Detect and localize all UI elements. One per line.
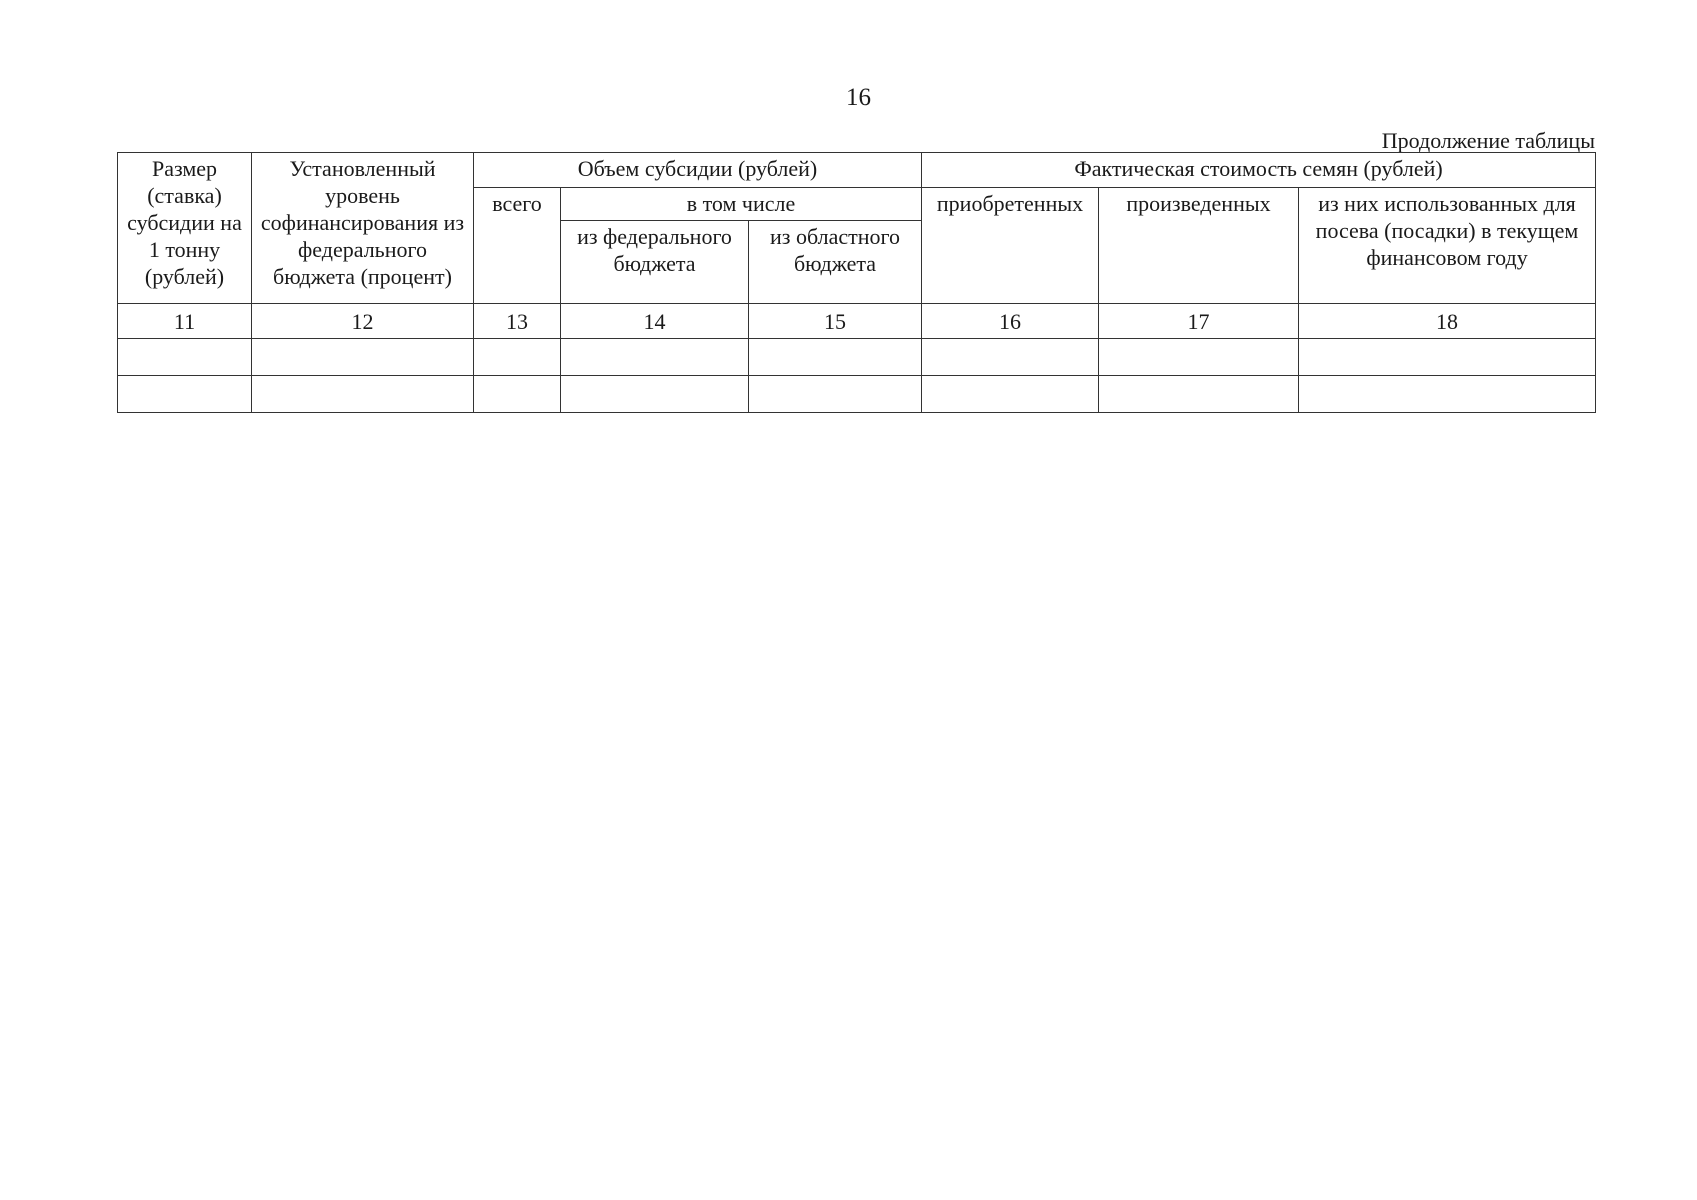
column-number: 14: [561, 304, 749, 339]
column-number: 17: [1099, 304, 1299, 339]
header-seed-cost: Фактическая стоимость семян (рублей): [922, 153, 1596, 188]
table-cell: [474, 376, 561, 413]
table-cell: [1299, 339, 1596, 376]
continuation-label: Продолжение таблицы: [1381, 128, 1595, 153]
header-purchased: приобретенных: [922, 188, 1099, 304]
header-regional-budget: из областного бюджета: [749, 221, 922, 304]
table-cell: [561, 376, 749, 413]
table-cell: [474, 339, 561, 376]
column-number: 18: [1299, 304, 1596, 339]
header-rate: Размер (ставка) субсидии на 1 тонну (рублей): [118, 153, 252, 304]
subsidy-table: [117, 152, 1596, 413]
table-cell: [1299, 376, 1596, 413]
header-produced: произведенных: [1099, 188, 1299, 304]
table-cell: [749, 376, 922, 413]
table-row: [118, 339, 1596, 376]
table-row: [118, 376, 1596, 413]
table-cell: [749, 339, 922, 376]
header-subsidy-volume: Объем субсидии (рублей): [474, 153, 922, 188]
header-total: всего: [474, 188, 561, 304]
column-number: 13: [474, 304, 561, 339]
column-number: 16: [922, 304, 1099, 339]
table-cell: [118, 339, 252, 376]
column-number: 15: [749, 304, 922, 339]
table-cell: [1099, 339, 1299, 376]
column-number: 12: [252, 304, 474, 339]
header-cofinancing-level: Установленный уровень софинансирования из федерального бюджета (процент): [252, 153, 474, 304]
table-cell: [922, 376, 1099, 413]
table-cell: [1099, 376, 1299, 413]
header-used-for-sowing: из них использованных для посева (посадки) в текущем финансовом году: [1299, 188, 1596, 304]
table-cell: [252, 339, 474, 376]
header-federal-budget: из федерального бюджета: [561, 221, 749, 304]
table-cell: [922, 339, 1099, 376]
table-cell: [118, 376, 252, 413]
page-number: 16: [846, 84, 871, 111]
column-number-row: [118, 304, 1596, 339]
table-cell: [252, 376, 474, 413]
column-number: 11: [118, 304, 252, 339]
header-including: в том числе: [561, 188, 922, 221]
table-cell: [561, 339, 749, 376]
